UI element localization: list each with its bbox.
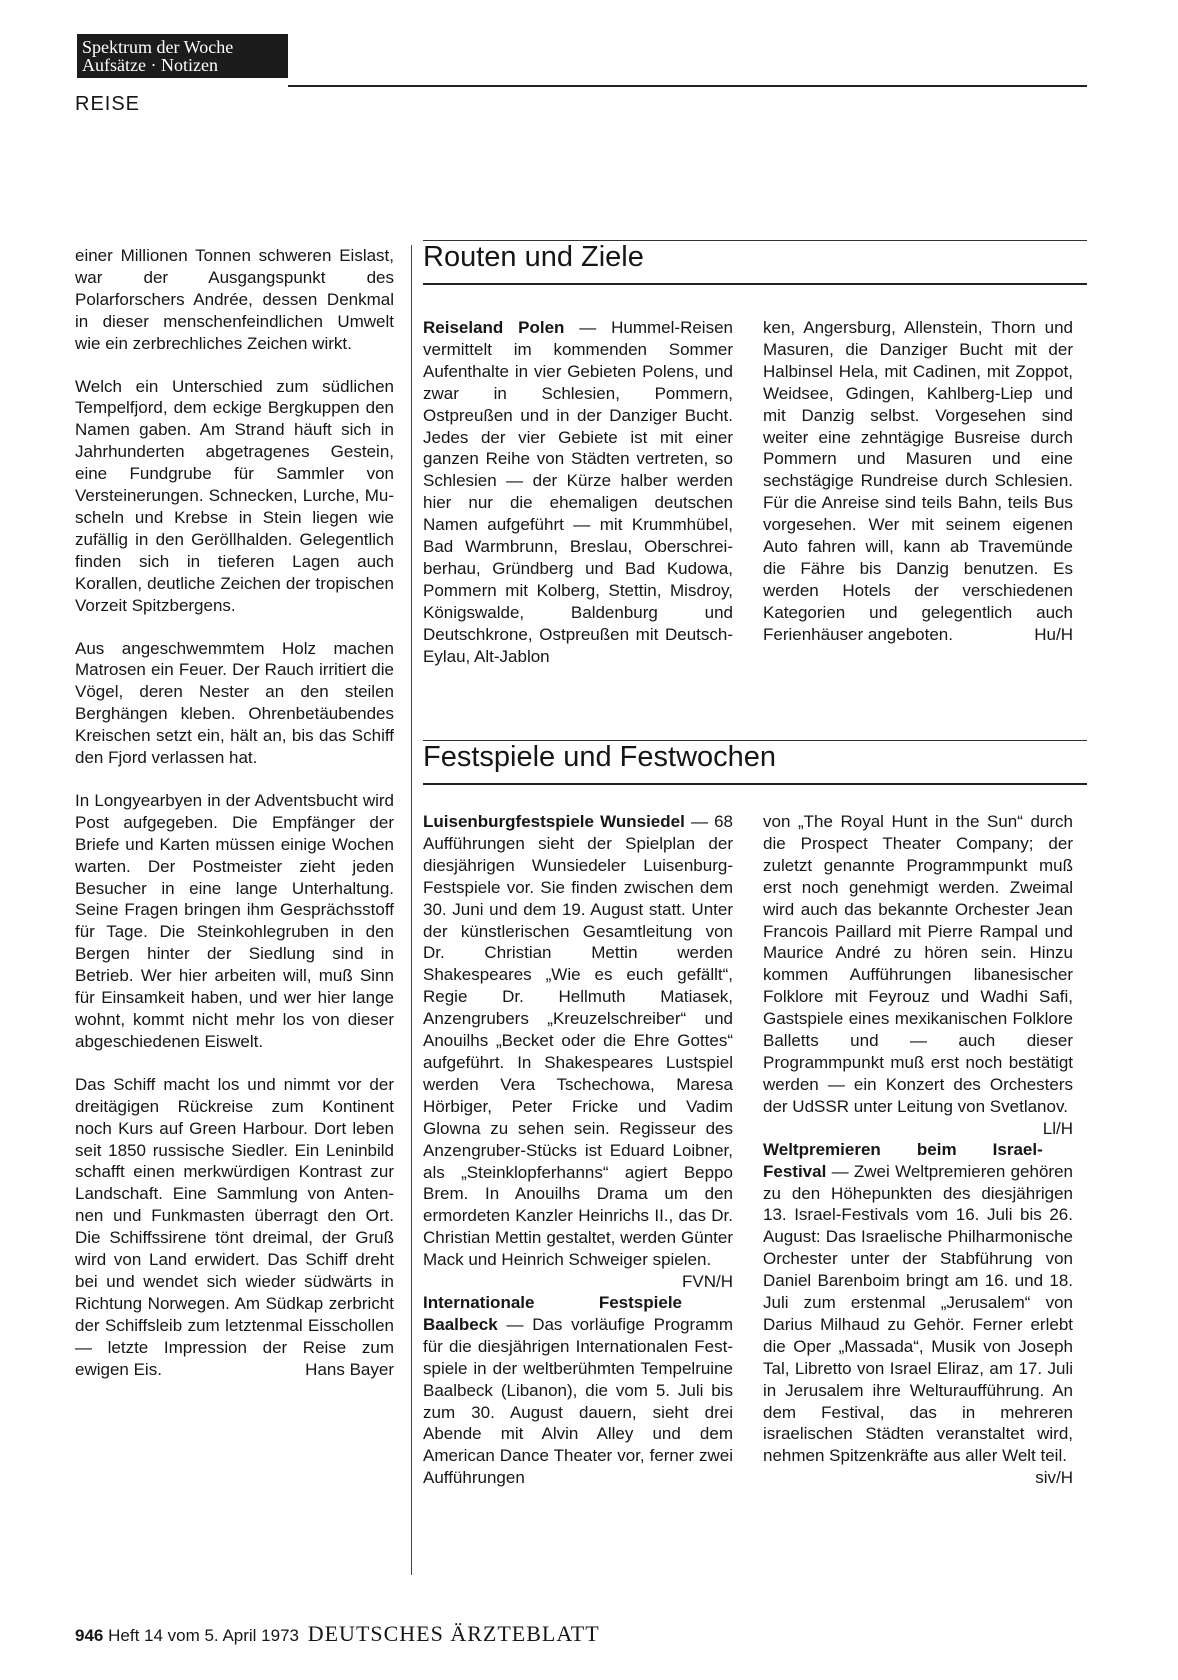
left-paragraph-4: In Longyearbyen in der Adventsbucht wird Post aufgegeben. Die Empfänger der Briefe und Karten müssen einige Wochen warten. Der Postmeister zieht jeden Besucher in eine lange Unterhaltung. Seine Fragen bringen ihm Gesprächsstoff für Tage. Die Steinkohlegruben in den Bergen hinter der Siedlung sind in Betrieb. Wer hier arbeiten will, muß Sinn für Einsamkeit haben, und wer hier lange wohnt, kommt nicht mehr los von dieser abgeschiedenen Eiswelt. bbox=[75, 790, 394, 1051]
routen-column-2 bbox=[763, 317, 1073, 646]
left-paragraph-5-text: Das Schiff macht los und nimmt vor der dreitägigen Rückreise zum Kontinent noch Kurs auf Green Harbour. Dort leben seit 1850 russische Siedler. Ein Leninbild schafft einen merkwürdigen Kontrast zur Landschaft. Eine Sammlung von Antennen und Funkmasten überragt den Ort. Die Schiffssirene tönt dreimal, der Gruß wird von Land erwidert. Das Schiff dreht bei und wendet sich wieder südwärts in Richtung Norwegen. Am Südkap zerbricht der Schiffsleib zum letztenmal Eisschollen — letzte Impression der Reise zum ewigen Eis. bbox=[75, 1074, 394, 1379]
item-1-lead: Luisenburgfestspiele Wunsiedel bbox=[423, 812, 685, 831]
author-signature: Hans Bayer bbox=[305, 1359, 394, 1379]
festspiele-column-1 bbox=[423, 811, 733, 1489]
page-footer bbox=[75, 1621, 600, 1647]
routen-paragraph-1 bbox=[423, 317, 733, 668]
left-paragraph-2: Welch ein Unterschied zum südlichen Tempelfjord, dem eckige Bergkuppen den Namen gaben. Am Strand häuft sich in Jahrhunderten abgetragenes Gestein, eine Fundgrube für Sammler von Versteinerungen. Schnecken, Lurche, Muscheln und Krebse in Stein liegen wie zufällig in den Geröllhalden. Gelegentlich finden sich in tieferen Lagen auch Korallen, deutliche Zeichen der tropischen Vorzeit Spitzbergens. bbox=[75, 376, 394, 615]
left-paragraph-5 bbox=[75, 1074, 394, 1381]
item-2-text: — Das vorläufige Programm für die diesjährigen Internationalen Festspiele in der weltberühmten Tempelruine Baalbeck (Libanon), die vom 5. Juli bis zum 30. August dauern, sieht drei Abende mit Alvin Alley und dem American Dance Theater vor, ferner zwei Aufführungen bbox=[423, 1314, 733, 1488]
item-2-continued-text: von „The Royal Hunt in the Sun“ durch die Prospect Theater Company; der zuletzt genannte Programmpunkt muß erst noch genehmigt werden. Zweimal wird auch das bekannte Orchester Jean Francois Paillard mit Pierre Rampal und Maurice André zu hören sein. Hinzu kommen Aufführungen libanesischer Folklore mit Feyrouz und Wadhi Safi, Gastspiele eines mexikanischen Folklore Balletts und — auch dieser Programmpunkt muß erst noch bestätigt werden — ein Konzert des Orchesters der UdSSR unter Leitung von Svetlanov. bbox=[763, 812, 1073, 1116]
festspiele-heading: Festspiele und Festwochen bbox=[423, 741, 777, 773]
column-divider bbox=[411, 245, 412, 1575]
festspiele-item-2 bbox=[423, 1292, 733, 1489]
item-1-text: — 68 Aufführungen sieht der Spielplan der diesjährigen Wunsiedeler Luisenburg-Festspiele vor. Sie finden zwischen dem 30. Juni und dem 19. August statt. Unter der künstlerischen Gesamtleitung von Dr. Christian Mettin werden Shakespeares „Wie es euch gefällt“, Regie Dr. Hellmuth Matiasek, Anzengrubers „Kreuzelschreiber“ und Anouilhs „Becket oder die Ehre Gottes“ aufgeführt. In Shakespeares Lustspiel werden Vera Tschechowa, Maresa Hörbiger, Peter Fricke und Vadim Glowna zu sehen sein. Regisseur des Anzengruber-Stücks ist Eduard Loibner, als „Steinklopferhanns“ agiert Beppo Brem. In Anouilhs Drama um den ermordeten Kanzler Heinrichs II., das Dr. Christian Mettin gestaltet, werden Günter Mack und Heinrich Schweiger spielen. bbox=[423, 812, 733, 1270]
item-2-lead: Internationale Festspiele Baalbeck bbox=[423, 1293, 682, 1334]
masthead-line-1: Spektrum der Woche bbox=[82, 37, 234, 57]
routen-text-1: — Hummel-Reisen vermittelt im kommenden Sommer Aufenthalte in vier Gebieten Polens, und zwar in Schlesien, Pommern, Ostpreußen und in der Danziger Bucht. Jedes der vier Gebiete ist mit einer ganzen Reihe von Städten vertreten, so Schlesien — der Kürze halber werden hier nur die ehemaligen deutschen Namen aufgeführt — mit Krummhübel, Bad Warmbrunn, Breslau, Oberschreiberhau, Gründberg und Bad Kudowa, Pommern mit Kolberg, Stettin, Misdroy, Königswalde, Baldenburg und Deutschkrone, Ostpreußen mit Deutsch-Eylau, Alt-Jablon bbox=[423, 318, 733, 666]
masthead-line-2: Aufsätze · Notizen bbox=[82, 55, 218, 75]
festspiele-item-1 bbox=[423, 811, 733, 1292]
festspiele-bottom-rule bbox=[423, 783, 1087, 785]
routen-text-2: ken, Angersburg, Allenstein, Thorn und Masuren, die Danziger Bucht mit der Halbinsel Hela, mit Cadinen, mit Zoppot, Weidsee, Gdingen, Kahlberg-Liep und mit Danzig selbst. Vorgesehen sind weiter eine zehntägige Busreise durch Pommern und Masuren und eine sechstägige Rundreise durch Schlesien. Für die Anreise sind teils Bahn, teils Bus vorgesehen. Wer mit seinem eigenen Auto fahren will, kann ab Travemünde die Fähre bis Danzig benutzen. Es werden Hotels der verschiedenen Kategorien und gelegentlich auch Ferienhäuser angeboten. bbox=[763, 318, 1073, 644]
left-paragraph-3: Aus angeschwemmtem Holz machen Matrosen ein Feuer. Der Rauch irritiert die Vögel, deren Nester an den steilen Berghängen kleben. Ohrenbetäubendes Kreischen setzt ein, hält an, bis das Schiff den Fjord verlassen hat. bbox=[75, 638, 394, 768]
routen-lead: Reiseland Polen bbox=[423, 318, 565, 337]
left-column bbox=[75, 245, 394, 1381]
routen-signature: Hu/H bbox=[1034, 624, 1073, 644]
item-3-text: — Zwei Weltpremieren gehören zu den Höhepunkten des diesjährigen 13. Israel-Festivals vom 16. Juli bis 26. August: Das Israelische Philharmonische Orchester unter der Stabführung von Daniel Barenboim bringt am 16. und 18. Juli zum erstenmal „Jerusalem“ von Darius Milhaud zu Gehör. Ferner erlebt die Oper „Massada“, Musik von Joseph Tal, Libretto von Israel Eliraz, am 17. Juli in Jerusalem ihre Welturaufführung. An dem Festival, das in mehreren israelischen Städten veranstaltet wird, nehmen Spitzenkräfte aus aller Welt teil. bbox=[763, 1161, 1073, 1466]
routen-heading: Routen und Ziele bbox=[423, 241, 644, 273]
section-label: REISE bbox=[75, 93, 141, 115]
page-number: 946 bbox=[75, 1626, 104, 1645]
routen-column-1 bbox=[423, 317, 733, 668]
item-1-signature: FVN/H bbox=[682, 1272, 733, 1292]
item-3-signature: siv/H bbox=[1035, 1468, 1073, 1488]
festspiele-item-2-continued bbox=[763, 811, 1073, 1138]
item-3-lead: Weltpremieren beim Israel-Festival bbox=[763, 1139, 1043, 1181]
masthead bbox=[77, 34, 288, 78]
festspiele-item-3 bbox=[763, 1139, 1073, 1488]
issue-info: Heft 14 vom 5. April 1973 bbox=[108, 1626, 299, 1645]
left-paragraph-1: einer Millionen Tonnen schweren Eislast, war der Ausgangspunkt des Polarforschers Andrée, dessen Denkmal in dieser menschenfeindlichen Umwelt wie ein zerbrechliches Zeichen wirkt. bbox=[75, 246, 394, 353]
publication-name: DEUTSCHES ÄRZTEBLATT bbox=[307, 1621, 600, 1646]
routen-paragraph-2 bbox=[763, 317, 1073, 646]
festspiele-column-2 bbox=[763, 811, 1073, 1489]
item-2-signature: Ll/H bbox=[1042, 1118, 1073, 1138]
header-rule bbox=[288, 85, 1087, 87]
routen-bottom-rule bbox=[423, 283, 1087, 285]
